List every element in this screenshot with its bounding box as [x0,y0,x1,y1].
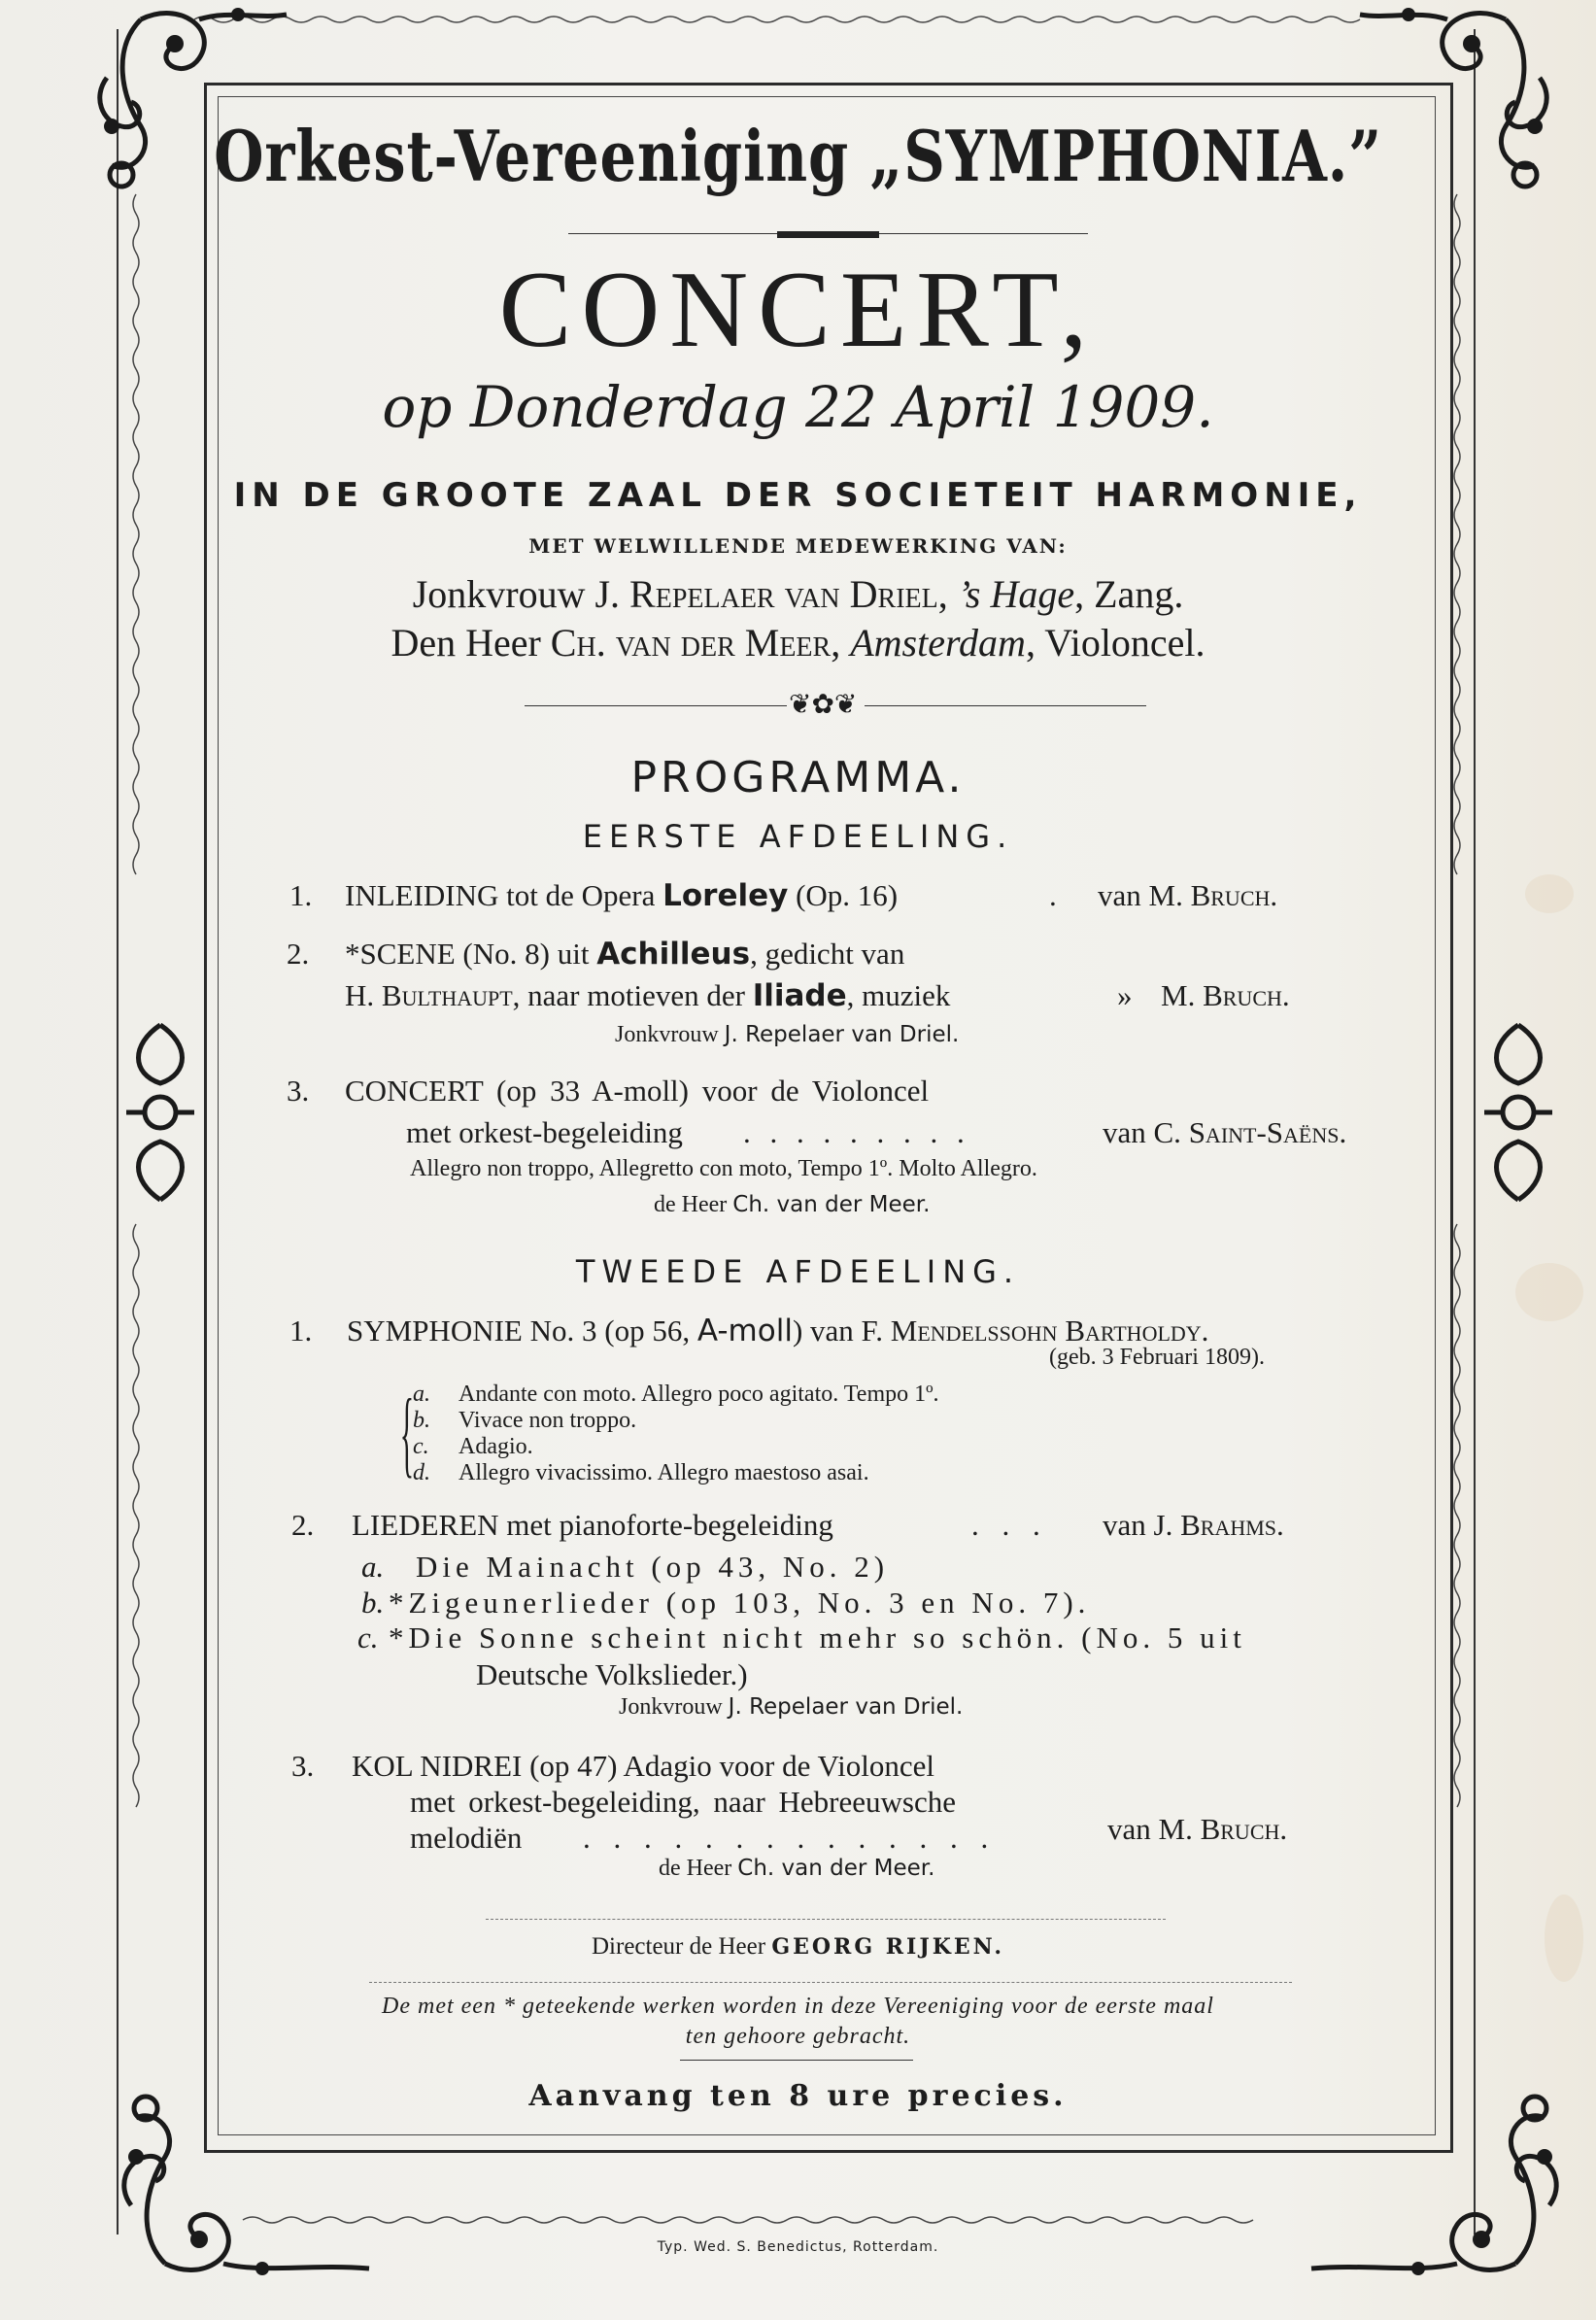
work-title: Iliade [752,978,847,1013]
program-item: met orkest-begeleiding, naar Hebreeuwsche [410,1785,956,1819]
flourish-icon: ❦✿❦ [789,688,858,720]
side-ornament-icon [1475,1015,1562,1210]
printer-credit: Typ. Wed. S. Benedictus, Rotterdam. [657,2239,939,2255]
item-text: ) van F. [792,1314,891,1348]
birth-date: (geb. 3 Februari 1809). [1049,1345,1265,1370]
program-item [352,1508,833,1543]
item-text: *SCENE (No. 8) uit [345,937,597,971]
footnote-line: De met een * geteekende werken worden in deze Vereeniging voor de eerste maal [382,1994,1214,2019]
programma-heading: PROGRAMMA. [630,753,966,802]
item-number: 2. [287,937,310,971]
composer-name: Bruch. [1200,1812,1288,1846]
movement-text: Vivace non troppo. [458,1408,637,1433]
performer-prefix: Jonkvrouw J. [412,572,630,616]
item-text: SYMPHONIE No. 3 (op 56, [347,1314,697,1348]
venue: IN DE GROOTE ZAAL DER SOCIETEIT HARMONIE, [233,476,1363,515]
concert-date: op Donderdag 22 April 1909. [382,374,1214,440]
work-title: Loreley [662,878,789,913]
cooperation-line: MET WELWILLENDE MEDEWERKING VAN: [528,534,1068,558]
song-title: *Die Sonne scheint nicht mehr so schön. (No. 5 uit [389,1621,1246,1655]
song-letter: c. [357,1621,379,1655]
concert-title: CONCERT, [498,250,1098,370]
song-letter: a. [361,1550,385,1584]
start-time: Aanvang ten 8 ure precies. [528,2079,1068,2113]
wavy-divider [369,1982,1292,1993]
part2-heading: TWEEDE AFDEELING. [575,1253,1021,1290]
society-name: Orkest-Vereeniging „SYMPHONIA.” [214,115,1382,197]
composer-name: Bruch. [1190,878,1278,912]
credit-prefix: de Heer [654,1192,733,1217]
performer-name: Repelaer van Driel [629,572,938,616]
performer-name: Ch. van der Meer [550,621,832,665]
author-name: Bulthaupt [381,978,513,1012]
program-item: CONCERT (op 33 A-moll) voor de Violoncel [345,1074,930,1108]
wavy-divider [486,1919,1166,1929]
director-name: GEORG RIJKEN. [771,1934,1004,1960]
item-text: (Op. 16) [788,878,899,912]
performer-credit [615,1022,959,1048]
program-item [345,878,898,913]
composer [1107,1812,1287,1847]
item-number: 1. [289,878,313,912]
performer-line [0,620,1596,665]
performer-credit [659,1856,934,1882]
composer-name: Bruch. [1203,978,1290,1012]
leader-dots: . . . . . . . . . . . . . . [583,1821,997,1855]
brace-icon: { [399,1379,415,1486]
movement-letter: d. [413,1460,430,1485]
movement-letter: c. [413,1434,429,1459]
program-item: melodiën [410,1821,523,1855]
movement-text: Adagio. [458,1434,533,1459]
program-item [347,1314,1208,1348]
divider [525,705,787,706]
side-ornament-icon [117,1015,204,1210]
performer-credit [619,1694,963,1721]
divider [865,705,1146,706]
composer-name: Brahms. [1180,1508,1284,1542]
divider-bar [777,231,879,238]
song-source: Deutsche Volkslieder.) [476,1657,748,1691]
director-prefix: Directeur de Heer [592,1933,772,1960]
item-text: , muziek [846,978,951,1012]
performer-city: Amsterdam [850,621,1026,665]
item-text: , gedicht van [750,937,905,971]
program-item: met orkest-begeleiding [406,1115,683,1149]
separator: , [831,621,851,665]
composer-name: Saint-Saëns. [1188,1115,1347,1149]
leader-dots: . . . . . . . . . [743,1115,970,1149]
composer-prefix: van M. [1098,878,1191,912]
item-text: INLEIDING tot de Opera [345,878,663,912]
composer-prefix: van M. [1107,1812,1201,1846]
movements: Allegro non troppo, Allegretto con moto, Tempo 1º. Molto Allegro. [410,1156,1037,1181]
composer [1103,1115,1346,1150]
item-number: 2. [291,1508,315,1542]
separator: , [937,572,958,616]
composer [1103,1508,1284,1543]
credit-prefix: Jonkvrouw [619,1694,729,1720]
item-text: H. [345,978,382,1012]
ditto-mark: » [1117,978,1133,1012]
composer [1161,978,1290,1013]
item-number: 1. [289,1314,313,1348]
composer-prefix: van C. [1103,1115,1189,1149]
movement-text: Andante con moto. Allegro poco agitato. Tempo 1º. [458,1382,939,1407]
leader-dot: . [1049,878,1057,912]
part1-heading: EERSTE AFDEELING. [582,818,1014,855]
program-item: KOL NIDREI (op 47) Adagio voor de Violoncel [352,1749,934,1783]
divider [680,2060,913,2061]
composer-name: Mendelssohn Bartholdy. [890,1314,1209,1348]
performer-line [0,571,1596,617]
credit-name: J. Repelaer van Driel. [724,1022,960,1047]
performer-city: ’s Hage [957,572,1075,616]
item-number: 3. [291,1749,315,1783]
director-line [0,1933,1596,1961]
item-text: , naar motieven der [512,978,753,1012]
credit-name: Ch. van der Meer. [732,1192,931,1217]
movement-letter: b. [413,1408,430,1433]
song-letter: b. [361,1586,385,1620]
composer-prefix: van J. [1103,1508,1181,1542]
item-text: LIEDEREN met pianoforte-begeleiding [352,1508,833,1542]
credit-prefix: Jonkvrouw [615,1022,725,1047]
movement-letter: a. [413,1382,430,1407]
footnote-line: ten gehoore gebracht. [685,2024,911,2049]
performer-credit [654,1192,930,1218]
program-item [345,937,904,972]
credit-name: J. Repelaer van Driel. [728,1694,964,1720]
movement-text: Allegro vivacissimo. Allegro maestoso asai. [458,1460,869,1485]
composer-prefix: M. [1161,978,1204,1012]
performer-role: , Violoncel. [1025,621,1205,665]
performer-role: , Zang. [1074,572,1184,616]
credit-name: Ch. van der Meer. [737,1856,935,1881]
work-title: Achilleus [596,937,751,972]
item-number: 3. [287,1074,310,1108]
song-title: *Zigeunerlieder (op 103, No. 3 en No. 7). [389,1586,1091,1620]
song-title: Die Mainacht (op 43, No. 2) [416,1550,890,1584]
performer-prefix: Den Heer [391,621,551,665]
leader-dots: . . . [971,1508,1048,1542]
key: A-moll [696,1314,793,1348]
credit-prefix: de Heer [659,1856,738,1881]
program-item [345,978,950,1013]
composer [1098,878,1277,913]
